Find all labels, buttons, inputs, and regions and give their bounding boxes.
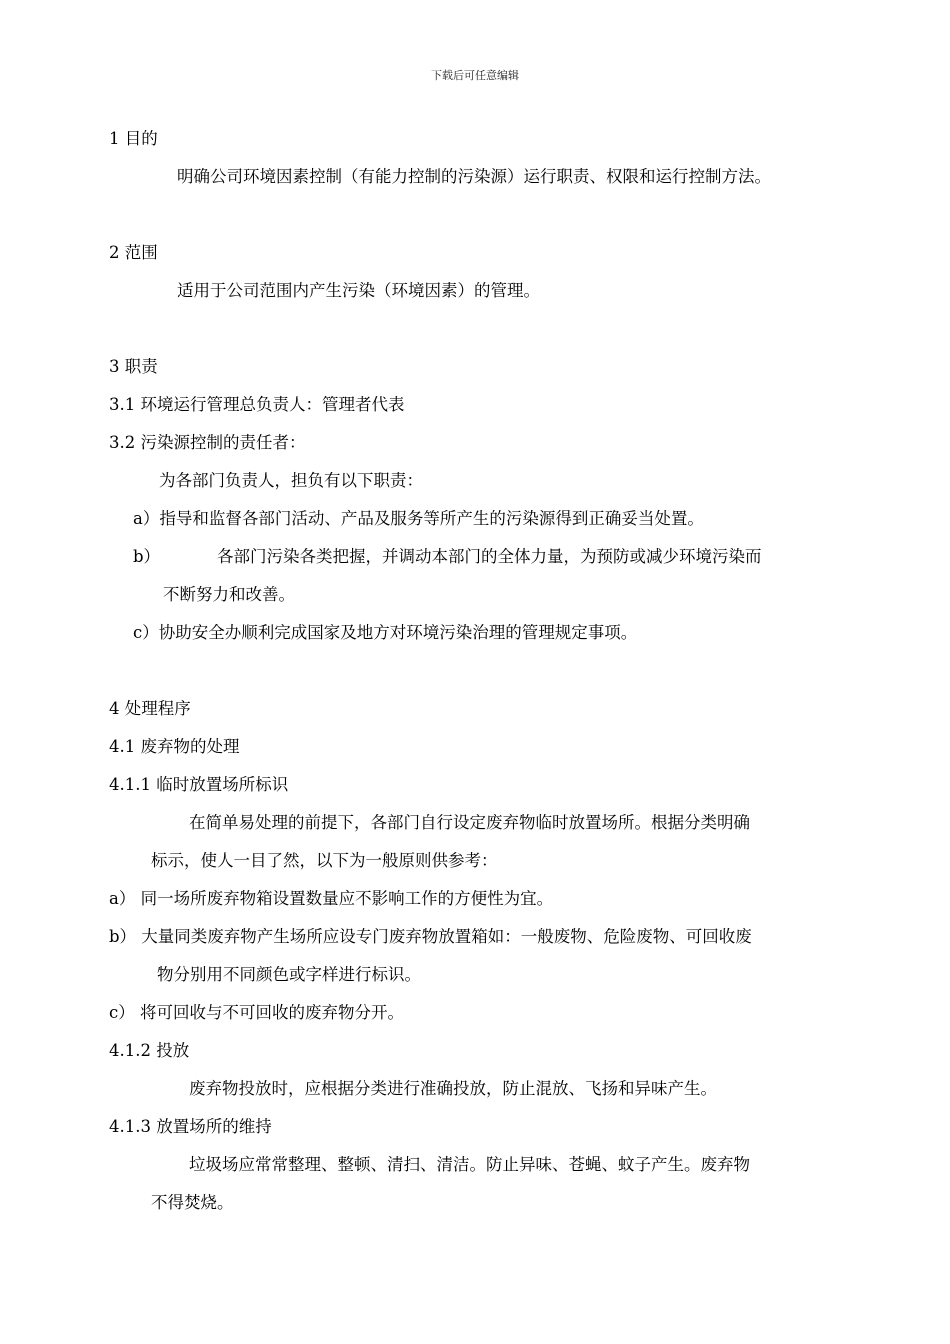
- section-1-title: 1 目的: [109, 129, 158, 148]
- section-3-item-b-cont: 不断努力和改善。: [163, 585, 295, 604]
- section-2-title: 2 范围: [109, 243, 158, 262]
- section-4-1-1-text-cont: 标示，使人一目了然，以下为一般原则供参考：: [151, 851, 498, 870]
- section-3-2: 3.2 污染源控制的责任者：: [109, 433, 306, 452]
- section-3-item-a: a）指导和监督各部门活动、产品及服务等所产生的污染源得到正确妥当处置。: [133, 509, 704, 528]
- section-4-item-a: a） 同一场所废弃物箱设置数量应不影响工作的方便性为宜。: [109, 889, 554, 908]
- section-4-1-3-text: 垃圾场应常常整理、整顿、清扫、清洁。防止异味、苍蝇、蚊子产生。废弃物: [189, 1155, 750, 1174]
- section-4-1-1: 4.1.1 临时放置场所标识: [109, 775, 289, 794]
- spacer: [109, 204, 857, 242]
- section-4-1-3: 4.1.3 放置场所的维持: [109, 1117, 272, 1136]
- document-body: [109, 128, 857, 1230]
- spacer: [109, 318, 857, 356]
- section-4-title: 4 处理程序: [109, 699, 191, 718]
- section-4-1-2: 4.1.2 投放: [109, 1041, 190, 1060]
- section-3-item-b: [109, 546, 857, 584]
- item-b-text: 各部门污染各类把握，并调动本部门的全体力量，为预防或减少环境污染而: [217, 547, 762, 566]
- section-4-item-b: b） 大量同类废弃物产生场所应设专门废弃物放置箱如：一般废物、危险废物、可回收废: [109, 927, 752, 946]
- section-4-item-b-cont: 物分别用不同颜色或字样进行标识。: [157, 965, 421, 984]
- section-2-text: 适用于公司范围内产生污染（环境因素）的管理。: [177, 281, 540, 300]
- section-4-1-3-text-cont: 不得焚烧。: [151, 1193, 234, 1212]
- spacer: [109, 660, 857, 698]
- item-b-label: b）: [133, 547, 161, 566]
- section-3-title: 3 职责: [109, 357, 158, 376]
- section-4-item-c: c） 将可回收与不可回收的废弃物分开。: [109, 1003, 404, 1022]
- section-3-item-c: c）协助安全办顺利完成国家及地方对环境污染治理的管理规定事项。: [133, 623, 638, 642]
- section-4-1-1-text: 在简单易处理的前提下，各部门自行设定废弃物临时放置场所。根据分类明确: [189, 813, 750, 832]
- section-1-text: 明确公司环境因素控制（有能力控制的污染源）运行职责、权限和运行控制方法。: [177, 167, 771, 186]
- section-3-2-intro: 为各部门负责人，担负有以下职责：: [159, 471, 423, 490]
- section-4-1-2-text: 废弃物投放时，应根据分类进行准确投放，防止混放、飞扬和异味产生。: [189, 1079, 717, 1098]
- header-note: 下载后可任意编辑: [431, 69, 519, 82]
- section-3-1: 3.1 环境运行管理总负责人：管理者代表: [109, 395, 405, 414]
- section-4-1: 4.1 废弃物的处理: [109, 737, 240, 756]
